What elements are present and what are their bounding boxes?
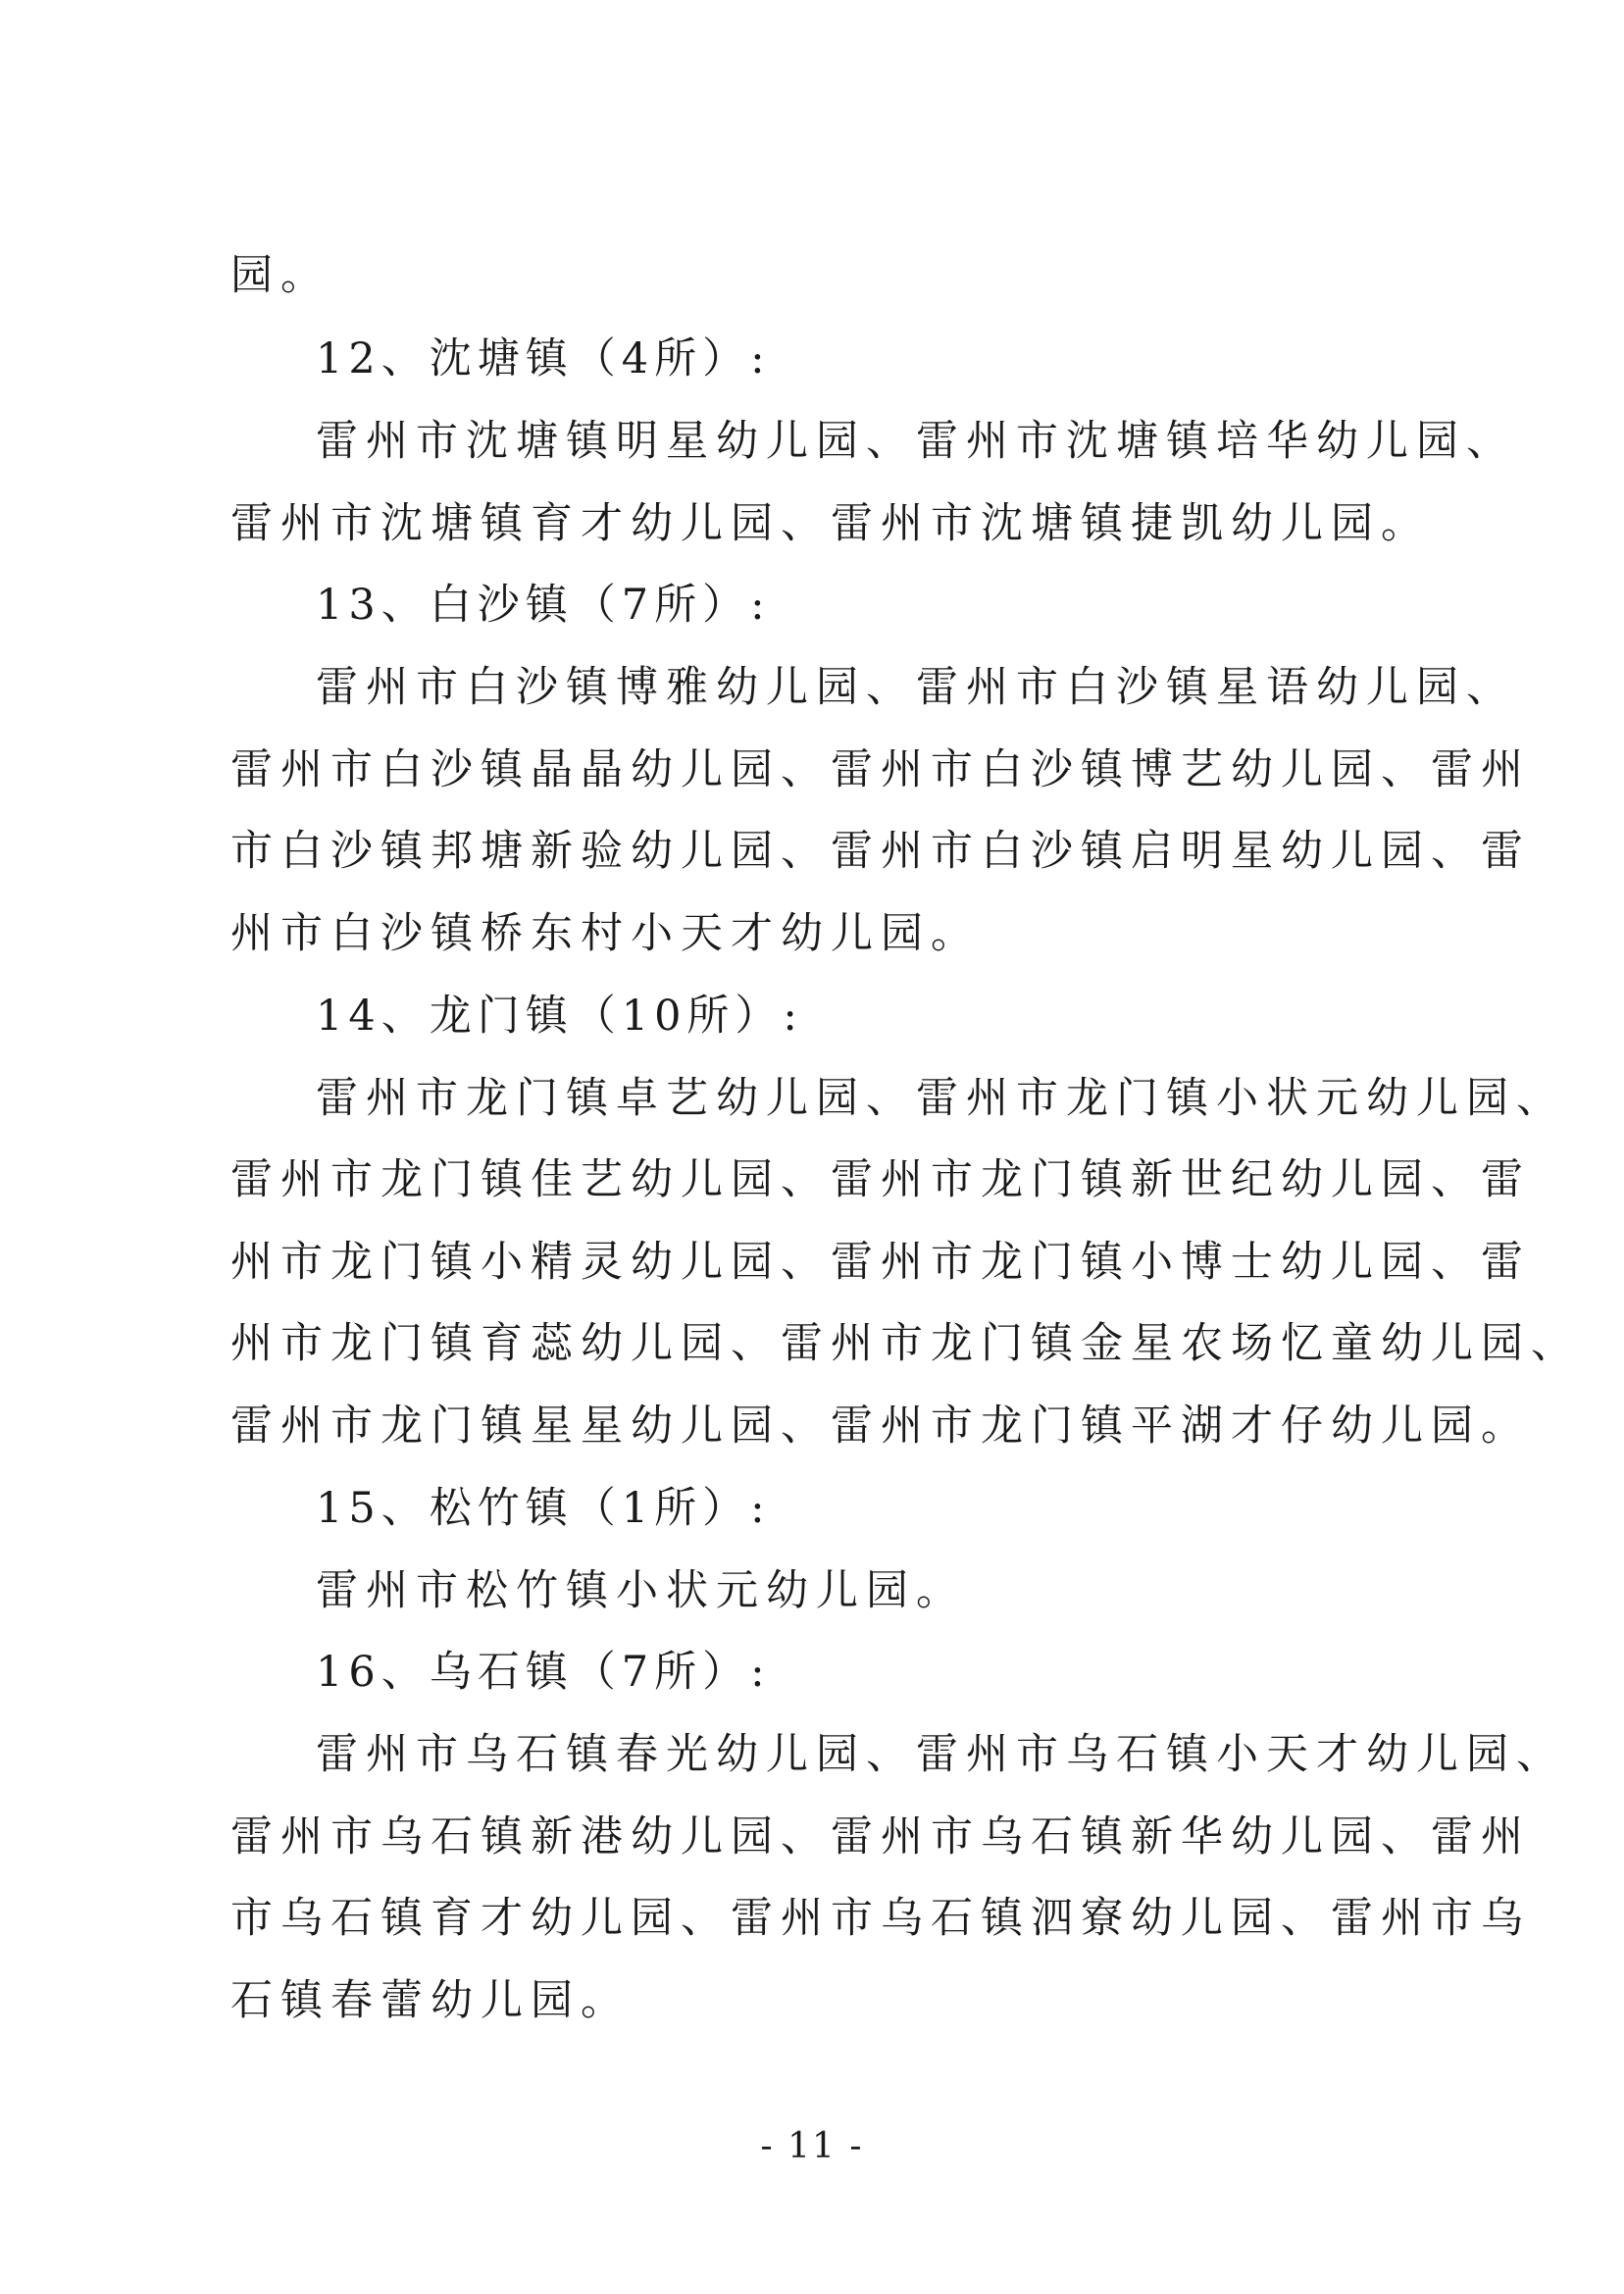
section-heading-shentang: 12、沈塘镇（4所）: — [316, 334, 771, 383]
text-line: 雷州市乌石镇春光幼儿园、雷州市乌石镇小天才幼儿园、 — [316, 1730, 1566, 1779]
section-heading-baisha: 13、白沙镇（7所）: — [316, 581, 771, 630]
section-heading-longmen: 14、龙门镇（10所）: — [316, 992, 803, 1041]
text-line: 市白沙镇邦塘新验幼儿园、雷州市白沙镇启明星幼儿园、雷 — [230, 827, 1531, 876]
text-line: 雷州市沈塘镇育才幼儿园、雷州市沈塘镇捷凯幼儿园。 — [230, 499, 1431, 548]
text-line: 园。 — [230, 251, 330, 300]
text-line: 雷州市松竹镇小状元幼儿园。 — [316, 1566, 966, 1615]
text-line: 州市白沙镇桥东村小天才幼儿园。 — [230, 909, 981, 958]
text-line: 雷州市龙门镇星星幼儿园、雷州市龙门镇平湖才仔幼儿园。 — [230, 1402, 1531, 1451]
section-heading-wushi: 16、乌石镇（7所）: — [316, 1648, 771, 1697]
text-line: 州市龙门镇育蕊幼儿园、雷州市龙门镇金星农场忆童幼儿园、 — [230, 1319, 1581, 1368]
text-line: 雷州市龙门镇佳艺幼儿园、雷州市龙门镇新世纪幼儿园、雷 — [230, 1155, 1531, 1204]
text-line: 雷州市白沙镇晶晶幼儿园、雷州市白沙镇博艺幼儿园、雷州 — [230, 745, 1531, 794]
text-line: 雷州市沈塘镇明星幼儿园、雷州市沈塘镇培华幼儿园、 — [316, 417, 1516, 466]
text-line: 雷州市乌石镇新港幼儿园、雷州市乌石镇新华幼儿园、雷州 — [230, 1812, 1531, 1861]
section-heading-songzhu: 15、松竹镇（1所）: — [316, 1484, 771, 1533]
text-line: 市乌石镇育才幼儿园、雷州市乌石镇泗寮幼儿园、雷州市乌 — [230, 1894, 1531, 1943]
text-line: 雷州市龙门镇卓艺幼儿园、雷州市龙门镇小状元幼儿园、 — [316, 1074, 1566, 1123]
text-line: 雷州市白沙镇博雅幼儿园、雷州市白沙镇星语幼儿园、 — [316, 663, 1516, 712]
page-number: - 11 - — [760, 2126, 864, 2167]
text-line: 州市龙门镇小精灵幼儿园、雷州市龙门镇小博士幼儿园、雷 — [230, 1238, 1531, 1287]
text-line: 石镇春蕾幼儿园。 — [230, 1976, 631, 2025]
